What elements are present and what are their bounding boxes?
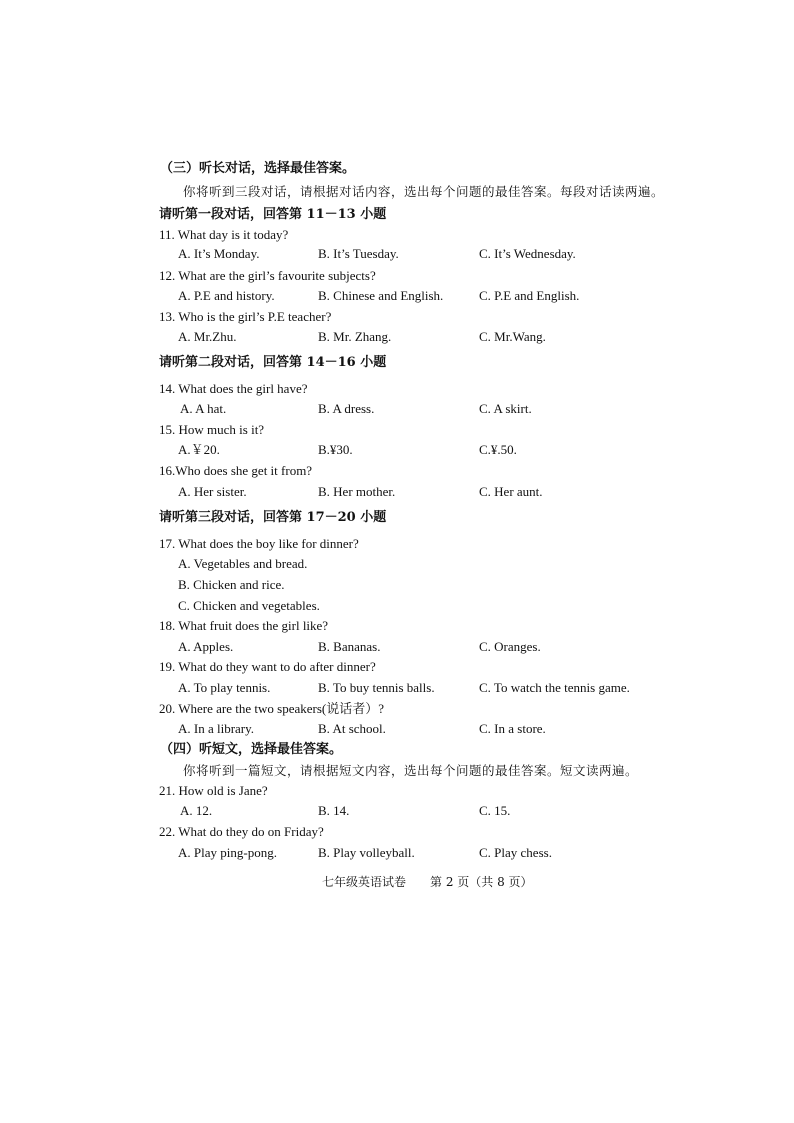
question-text: 18. What fruit does the girl like? [159,618,329,633]
option-b: B. Chicken and rice. [178,577,285,592]
option-a: A. 12. [180,803,213,818]
part-heading: 请听第一段对话，回答第 11－13 小题 [159,207,387,222]
part-heading: 请听第二段对话，回答第 14－16 小题 [159,355,387,370]
option-c: C. 15. [479,803,511,818]
option-b: B. Play volleyball. [318,845,415,860]
question-text: 17. What does the boy like for dinner? [159,536,359,551]
option-c: C. It’s Wednesday. [479,246,576,261]
section-instruction: 你将听到三段对话，请根据对话内容，选出每个问题的最佳答案。每段对话读两遍。 [183,184,665,199]
option-b: B. 14. [318,803,350,818]
question-text: 15. How much is it? [159,422,265,437]
option-c: C. Chicken and vegetables. [178,598,320,613]
option-a: A.￥20. [178,442,220,457]
option-c: C. Mr.Wang. [479,329,546,344]
question-text: 21. How old is Jane? [159,783,268,798]
option-a: A. Vegetables and bread. [178,556,308,571]
option-a: A. To play tennis. [178,680,271,695]
option-b: B. It’s Tuesday. [318,246,399,261]
option-b: B. Bananas. [318,639,381,654]
section-title: （四）听短文，选择最佳答案。 [160,742,343,757]
question-text: 20. Where are the two speakers(说话者）? [159,701,385,716]
option-b: B. A dress. [318,401,375,416]
option-b: B. Mr. Zhang. [318,329,392,344]
option-a: A. P.E and history. [178,288,275,303]
question-text: 16.Who does she get it from? [159,463,313,478]
option-a: A. It’s Monday. [178,246,260,261]
part-heading: 请听第三段对话，回答第 17－20 小题 [159,510,387,525]
option-c: C. Her aunt. [479,484,543,499]
option-b: B. At school. [318,721,386,736]
question-text: 19. What do they want to do after dinner? [159,659,376,674]
question-text: 22. What do they do on Friday? [159,824,324,839]
option-a: A. In a library. [178,721,255,736]
question-text: 14. What does the girl have? [159,381,308,396]
question-text: 11. What day is it today? [159,227,289,242]
option-b: B.¥30. [318,442,353,457]
question-text: 12. What are the girl’s favourite subjects? [159,268,376,283]
option-b: B. To buy tennis balls. [318,680,435,695]
option-c: C. Play chess. [479,845,552,860]
option-a: A. Play ping-pong. [178,845,277,860]
section-instruction: 你将听到一篇短文，请根据短文内容，选出每个问题的最佳答案。短文读两遍。 [183,763,639,778]
option-c: C. Oranges. [479,639,541,654]
page-footer: 七年级英语试卷 第 2 页（共 8 页） [322,875,533,889]
option-c: C. To watch the tennis game. [479,680,630,695]
option-b: B. Chinese and English. [318,288,444,303]
option-c: C. P.E and English. [479,288,580,303]
option-a: A. Mr.Zhu. [178,329,237,344]
option-c: C.¥.50. [479,442,517,457]
option-a: A. Apples. [178,639,234,654]
option-a: A. A hat. [180,401,227,416]
option-c: C. A skirt. [479,401,532,416]
option-c: C. In a store. [479,721,546,736]
question-text: 13. Who is the girl’s P.E teacher? [159,309,332,324]
option-a: A. Her sister. [178,484,247,499]
section-title: （三）听长对话，选择最佳答案。 [160,161,356,176]
option-b: B. Her mother. [318,484,396,499]
